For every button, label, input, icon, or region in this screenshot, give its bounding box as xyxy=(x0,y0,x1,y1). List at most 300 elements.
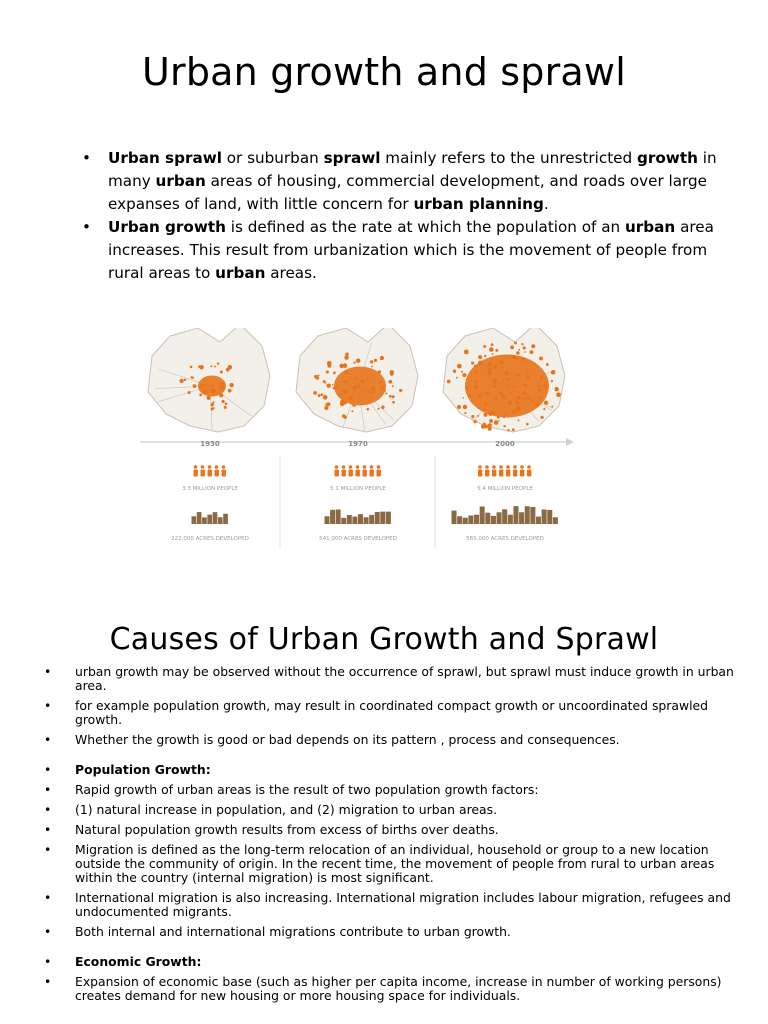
bullet-marker: • xyxy=(44,732,52,747)
cause-list-item xyxy=(44,843,734,885)
building-icon xyxy=(197,512,202,524)
building-icon xyxy=(364,517,369,524)
bullet-marker: • xyxy=(44,954,52,969)
year-label: 1930 xyxy=(200,440,220,448)
urban-dot xyxy=(465,350,469,354)
urban-dot xyxy=(491,343,494,346)
urban-dot xyxy=(379,381,382,384)
urban-dot xyxy=(199,384,203,388)
building-icon xyxy=(341,518,346,524)
urban-dot xyxy=(462,373,466,377)
urban-dot xyxy=(502,380,504,382)
urban-dot xyxy=(456,377,458,379)
acres-label: 222,000 ACRES DEVELOPED xyxy=(171,536,249,542)
urban-dot xyxy=(495,397,498,400)
urban-dot xyxy=(478,394,482,398)
urban-dot xyxy=(213,401,215,403)
text-run: in many xyxy=(108,149,717,190)
urban-dot xyxy=(503,425,505,427)
urban-dot xyxy=(190,376,192,378)
urban-dot xyxy=(224,406,227,409)
bullet-marker: • xyxy=(44,924,52,939)
person-icon xyxy=(194,465,198,476)
urban-dot xyxy=(339,393,342,396)
urban-dot xyxy=(488,411,492,415)
population-label: 5.4 MILLION PEOPLE xyxy=(477,486,533,492)
urban-dot xyxy=(323,395,328,400)
building-icon xyxy=(369,515,374,524)
urban-dot xyxy=(474,380,477,383)
year-label: 1970 xyxy=(348,440,368,448)
urban-dot xyxy=(318,394,321,397)
person-icon xyxy=(208,465,212,476)
urban-dot xyxy=(514,342,517,345)
bullet-marker: • xyxy=(44,822,52,837)
building-icon xyxy=(536,517,541,524)
urban-dot xyxy=(381,406,384,409)
urban-dot xyxy=(484,409,486,411)
term-sprawl: sprawl xyxy=(323,149,381,167)
urban-dot xyxy=(478,355,482,359)
urban-dot xyxy=(483,345,486,348)
term-urban: urban xyxy=(625,218,676,236)
urban-dot xyxy=(355,377,358,380)
urban-dot xyxy=(333,371,336,374)
bullet-marker: • xyxy=(82,218,91,236)
urban-dot xyxy=(521,343,523,345)
urban-dot xyxy=(488,427,492,431)
urban-dot xyxy=(370,375,372,377)
causes-bullet-list xyxy=(44,665,734,1009)
urban-dot xyxy=(464,412,466,414)
population-label: 5.1 MILLION PEOPLE xyxy=(330,486,386,492)
urban-dot xyxy=(193,384,197,388)
urban-dot xyxy=(465,386,468,389)
cause-list-item xyxy=(44,975,734,1003)
urban-dot xyxy=(332,384,334,386)
urban-dot xyxy=(515,356,518,359)
urban-dot xyxy=(385,392,387,394)
urban-dot xyxy=(474,365,477,368)
person-icon xyxy=(499,465,503,476)
urban-dot xyxy=(388,380,392,384)
urban-dot xyxy=(485,402,487,404)
urban-dot xyxy=(211,404,214,407)
cause-list-item xyxy=(44,823,734,837)
heading-colon: : xyxy=(196,954,202,969)
building-icon xyxy=(347,515,352,524)
urban-dot xyxy=(506,378,509,381)
building-icon xyxy=(202,517,207,524)
urban-dot xyxy=(523,391,527,395)
urban-dot xyxy=(340,399,345,404)
urban-dot xyxy=(220,386,224,390)
urban-dot xyxy=(324,406,328,410)
urban-dot xyxy=(499,360,504,365)
urban-dot xyxy=(485,405,487,407)
urban-dot xyxy=(392,395,395,398)
urban-dot xyxy=(526,376,530,380)
urban-dot xyxy=(453,369,456,372)
urban-dot xyxy=(544,401,548,405)
item-text: urban growth may be observed without the occurrence of sprawl, but sprawl must induce growth in urban area. xyxy=(75,664,734,693)
urban-dot xyxy=(327,364,331,368)
urban-dot xyxy=(543,408,545,410)
urban-dot xyxy=(218,387,220,389)
urban-dot xyxy=(531,344,535,348)
urban-dot xyxy=(389,395,392,398)
bullet-marker: • xyxy=(44,802,52,817)
building-icon xyxy=(502,509,507,524)
building-icon xyxy=(457,516,462,524)
urban-dot xyxy=(188,391,191,394)
building-icon xyxy=(386,512,391,524)
urban-dot xyxy=(535,402,539,406)
urban-dot xyxy=(367,391,370,394)
urban-dot xyxy=(463,397,465,399)
urban-dot xyxy=(190,366,193,369)
urban-dot xyxy=(356,358,361,363)
bullet-marker: • xyxy=(44,698,52,713)
urban-dot xyxy=(521,358,525,362)
bullet-marker: • xyxy=(44,782,52,797)
urban-dot xyxy=(504,371,509,376)
urban-dot xyxy=(345,381,347,383)
urban-dot xyxy=(399,389,402,392)
urban-dot xyxy=(219,393,223,397)
urban-dot xyxy=(481,424,486,429)
urban-dot xyxy=(374,359,377,362)
person-icon xyxy=(485,465,489,476)
urban-dot xyxy=(199,393,202,396)
person-icon xyxy=(363,465,367,476)
urban-dot xyxy=(517,396,521,400)
urban-dot xyxy=(367,408,370,411)
urban-dot xyxy=(538,396,541,399)
urban-dot xyxy=(484,413,488,417)
urban-dot xyxy=(326,370,329,373)
urban-dot xyxy=(228,389,232,393)
urban-dot xyxy=(378,370,381,373)
urban-dot xyxy=(471,415,474,418)
item-text: Whether the growth is good or bad depends on its pattern , process and consequences. xyxy=(75,732,620,747)
urban-dot xyxy=(381,386,385,390)
urban-dot xyxy=(314,375,318,379)
person-icon xyxy=(506,465,510,476)
urban-dot xyxy=(199,365,203,369)
urban-dot xyxy=(526,396,530,400)
cause-list-item xyxy=(44,699,734,727)
urban-dot xyxy=(488,423,492,427)
urban-dot xyxy=(478,361,483,366)
urban-dot xyxy=(488,367,492,371)
urban-dot xyxy=(371,366,373,368)
cause-list-item xyxy=(44,733,734,747)
urban-dot xyxy=(343,363,348,368)
bullet-marker: • xyxy=(44,664,52,679)
urban-dot xyxy=(507,401,512,406)
person-icon xyxy=(520,465,524,476)
building-icon xyxy=(553,517,558,524)
urban-dot xyxy=(384,389,386,391)
urban-dot xyxy=(220,371,223,374)
urban-dot xyxy=(371,386,375,390)
urban-dot xyxy=(222,382,225,385)
term-urban-sprawl: Urban sprawl xyxy=(108,149,222,167)
building-icon xyxy=(547,510,552,524)
urban-dot xyxy=(498,420,500,422)
sprawl-maps xyxy=(148,328,565,432)
urban-dot xyxy=(524,384,527,387)
urban-dot xyxy=(492,353,494,355)
building-icon xyxy=(463,518,468,524)
urban-dot xyxy=(179,379,183,383)
urban-dot xyxy=(503,415,505,417)
building-icon xyxy=(508,515,513,524)
person-icon xyxy=(335,465,339,476)
urban-dot xyxy=(204,383,207,386)
urban-dot xyxy=(389,370,394,375)
urban-dot xyxy=(214,366,216,368)
urban-dot xyxy=(495,349,498,352)
urban-dot xyxy=(344,371,348,375)
urban-dot xyxy=(222,400,225,403)
bullet-marker: • xyxy=(44,762,52,777)
acres-label: 565,000 ACRES DEVELOPED xyxy=(466,536,544,542)
person-icon xyxy=(478,465,482,476)
person-icon xyxy=(513,465,517,476)
acres-label: 541,000 ACRES DEVELOPED xyxy=(319,536,397,542)
urban-dot xyxy=(507,429,509,431)
urban-sprawl-infographic xyxy=(140,328,580,554)
urban-dot xyxy=(318,375,320,377)
item-text: Both internal and international migrations contribute to urban growth. xyxy=(75,924,511,939)
urban-dot xyxy=(344,355,349,360)
heading-text: Economic Growth xyxy=(75,954,197,969)
urban-dot xyxy=(508,385,510,387)
urban-dot xyxy=(497,416,500,419)
urban-dot xyxy=(516,351,519,354)
urban-dot xyxy=(556,392,561,397)
building-icon xyxy=(497,512,502,524)
urban-dot xyxy=(473,420,476,423)
person-icon xyxy=(215,465,219,476)
urban-dot xyxy=(537,385,540,388)
text-run: areas. xyxy=(265,264,317,282)
person-icon xyxy=(492,465,496,476)
economic-growth-heading xyxy=(44,955,734,969)
bullet-marker: • xyxy=(44,842,52,857)
urban-dot xyxy=(494,365,498,369)
urban-dot xyxy=(366,379,368,381)
urban-dot xyxy=(342,380,345,383)
item-text: International migration is also increasing. International migration includes labour migration, refugees and undocumented migrants. xyxy=(75,890,731,919)
urban-dot xyxy=(226,368,230,372)
text-run: . xyxy=(543,195,549,213)
building-icon xyxy=(352,517,357,524)
urban-dot xyxy=(207,396,211,400)
term-growth: growth xyxy=(637,149,698,167)
urban-dot xyxy=(345,352,349,356)
urban-dot xyxy=(321,393,324,396)
urban-dot xyxy=(516,373,519,376)
term-urban-planning: urban planning xyxy=(413,195,544,213)
building-icon xyxy=(336,510,341,524)
building-icon xyxy=(375,512,380,524)
person-icon xyxy=(377,465,381,476)
urban-dot xyxy=(539,357,543,361)
building-icon xyxy=(380,512,385,524)
bullet-marker: • xyxy=(82,149,91,167)
building-icon xyxy=(192,516,197,524)
urban-dot xyxy=(474,385,477,388)
bullet-urban-sprawl xyxy=(82,147,732,216)
building-icon xyxy=(330,510,335,524)
cause-list-item xyxy=(44,891,734,919)
urban-dot xyxy=(523,346,526,349)
item-text: Expansion of economic base (such as higher per capita income, increase in number of working persons) creates demand for new housing or more housing space for individuals. xyxy=(75,974,722,1003)
urban-dot xyxy=(470,395,472,397)
urban-dot xyxy=(353,361,355,363)
urban-dot xyxy=(351,410,353,412)
year-label: 2000 xyxy=(495,440,515,448)
urban-dot xyxy=(493,385,496,388)
urban-dot xyxy=(518,419,520,421)
urban-dot xyxy=(513,385,515,387)
causes-title: Causes of Urban Growth and Sprawl xyxy=(109,622,659,657)
building-icon xyxy=(474,515,479,524)
urban-dot xyxy=(471,362,474,365)
urban-dot xyxy=(367,402,369,404)
urban-dot xyxy=(510,345,514,349)
building-icon xyxy=(452,511,457,524)
urban-dot xyxy=(211,384,214,387)
building-icon xyxy=(513,506,518,524)
urban-dot xyxy=(326,383,330,387)
term-urban-growth: Urban growth xyxy=(108,218,226,236)
urban-dot xyxy=(489,347,494,352)
urban-dot xyxy=(524,351,526,353)
urban-dot xyxy=(210,365,212,367)
building-icon xyxy=(213,512,218,524)
urban-dot xyxy=(487,371,492,376)
urban-dot xyxy=(512,410,516,414)
text-run: mainly refers to the unrestricted xyxy=(380,149,637,167)
building-icon xyxy=(485,513,490,524)
urban-dot xyxy=(335,386,338,389)
text-run: is defined as the rate at which the population of an xyxy=(225,218,625,236)
urban-dot xyxy=(325,404,327,406)
timeline-arrow-icon xyxy=(566,438,574,446)
person-icon xyxy=(342,465,346,476)
urban-dot xyxy=(357,402,359,404)
urban-dot xyxy=(361,380,364,383)
urban-dot xyxy=(526,371,528,373)
urban-dot xyxy=(516,401,519,404)
urban-dot xyxy=(486,392,489,395)
slide-title: Urban growth and sprawl xyxy=(142,50,626,94)
bullet-marker: • xyxy=(44,974,52,989)
person-icon xyxy=(356,465,360,476)
urban-dot xyxy=(213,407,215,409)
urban-area xyxy=(465,355,549,418)
person-icon xyxy=(201,465,205,476)
urban-dot xyxy=(516,406,521,411)
cause-list-item xyxy=(44,783,734,797)
urban-dot xyxy=(447,380,451,384)
building-icon xyxy=(358,514,363,524)
urban-dot xyxy=(540,376,543,379)
heading-colon: : xyxy=(205,762,211,777)
urban-dot xyxy=(392,385,394,387)
person-icon xyxy=(527,465,531,476)
urban-dot xyxy=(357,385,360,388)
urban-dot xyxy=(348,396,353,401)
urban-dot xyxy=(474,370,477,373)
person-icon xyxy=(370,465,374,476)
urban-dot xyxy=(551,370,556,375)
urban-dot xyxy=(463,405,467,409)
bullet-urban-growth xyxy=(82,216,732,285)
person-icon xyxy=(222,465,226,476)
urban-dot xyxy=(457,405,461,409)
urban-dot xyxy=(352,404,354,406)
building-icon xyxy=(218,517,223,524)
urban-dot xyxy=(229,383,233,387)
urban-dot xyxy=(512,428,515,431)
building-icon xyxy=(491,516,496,524)
urban-dot xyxy=(332,387,334,389)
urban-dot xyxy=(489,419,493,423)
urban-dot xyxy=(380,356,384,360)
urban-dot xyxy=(370,360,373,363)
urban-dot xyxy=(313,391,317,395)
term-urban: urban xyxy=(155,172,206,190)
building-icon xyxy=(223,514,228,524)
text-run: area increases. This result from urbanization which is the movement of people from rural areas to xyxy=(108,218,714,282)
urban-dot xyxy=(538,388,541,391)
term-urban: urban xyxy=(215,264,266,282)
building-icon xyxy=(525,506,530,524)
intro-bullet-list xyxy=(82,147,732,285)
urban-dot xyxy=(488,362,492,366)
urban-dot xyxy=(354,385,358,389)
text-run: or suburban xyxy=(221,149,324,167)
item-text: Natural population growth results from excess of births over deaths. xyxy=(75,822,499,837)
urban-dot xyxy=(525,406,527,408)
urban-dot xyxy=(461,371,463,373)
urban-dot xyxy=(343,415,347,419)
cause-list-item xyxy=(44,803,734,817)
building-icon xyxy=(480,506,485,524)
population-growth-heading xyxy=(44,763,734,777)
building-icon xyxy=(468,515,473,524)
item-text: Migration is defined as the long-term relocation of an individual, household or group to a new location outside the community of origin. In the recent time, the movement of people from rural to urban areas within the country (internal migration) is most significant. xyxy=(75,842,715,885)
item-text: Rapid growth of urban areas is the result of two population growth factors: xyxy=(75,782,539,797)
cause-list-item xyxy=(44,925,734,939)
building-icon xyxy=(325,516,330,524)
urban-dot xyxy=(554,387,558,391)
urban-dot xyxy=(526,393,528,395)
item-text: for example population growth, may result in coordinated compact growth or uncoordinated sprawled growth. xyxy=(75,698,709,727)
urban-dot xyxy=(546,363,549,366)
urban-dot xyxy=(501,394,505,398)
urban-dot xyxy=(211,389,216,394)
heading-text: Population Growth xyxy=(75,762,206,777)
urban-dot xyxy=(493,379,497,383)
cause-list-item xyxy=(44,665,734,693)
urban-dot xyxy=(518,349,520,351)
